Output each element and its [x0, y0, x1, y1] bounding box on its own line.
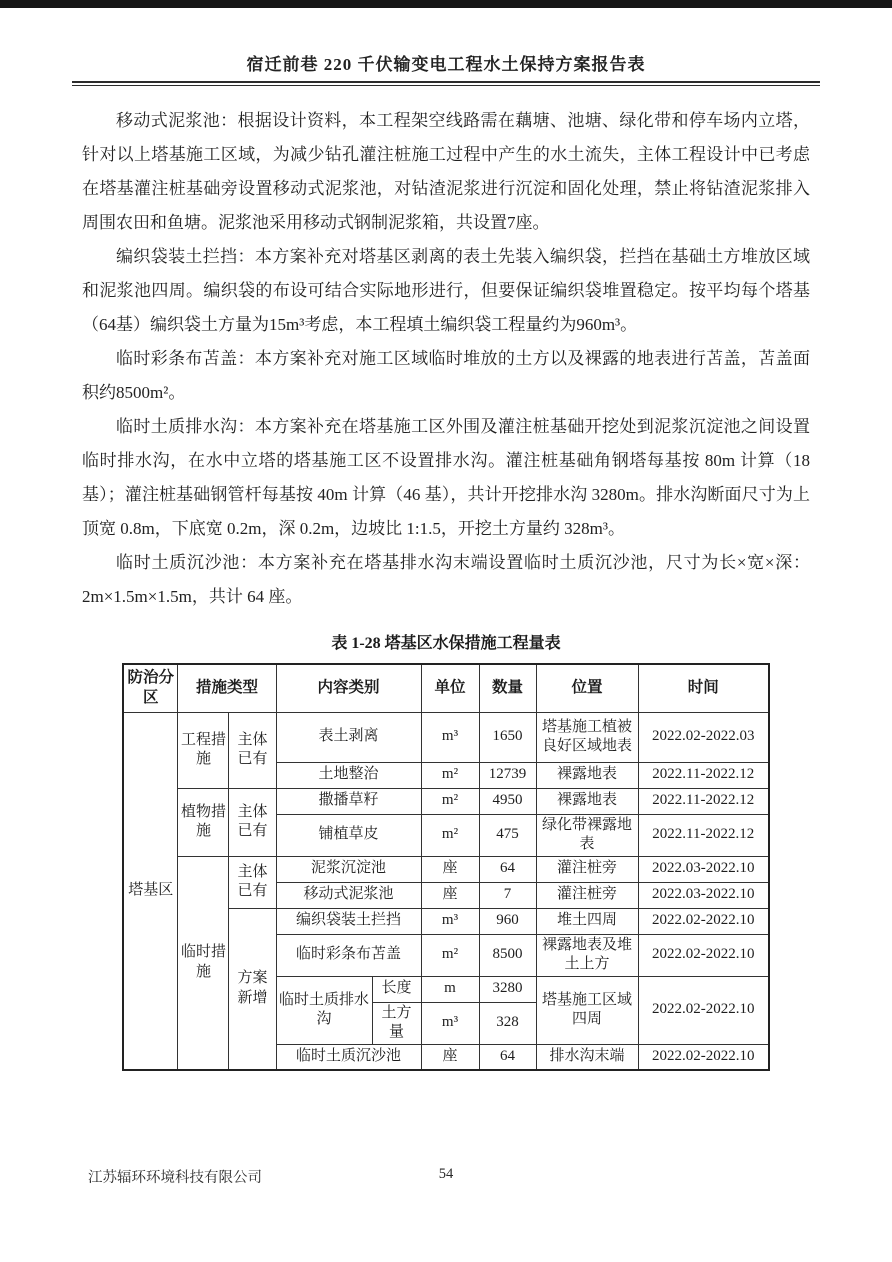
- col-header-content: 内容类别: [276, 664, 421, 712]
- paragraph-tarp-cover: 临时彩条布苫盖：本方案补充对施工区域临时堆放的土方以及裸露的地表进行苫盖，苫盖面积约8500m²。: [82, 349, 810, 402]
- cell-unit: m²: [421, 814, 479, 856]
- cell-group-engineering: 工程措施: [178, 712, 229, 788]
- paragraph-drainage-ditch: 临时土质排水沟：本方案补充在塔基施工区外围及灌注桩基础开挖处到泥浆沉淀池之间设置临时排水沟，在水中立塔的塔基施工区不设置排水沟。灌注桩基础角钢塔每基按 80m 计算（18 基）；灌注桩基础钢管杆每基按 40m 计算（46 基），共计开挖排水沟 3280m。排水沟断面尺寸为上顶宽 0.8m，下底宽 0.2m，深 0.2m，边坡比 1:1.5，开挖土方量约 328m³。: [82, 417, 810, 538]
- cell-status-existing: 主体已有: [229, 712, 276, 788]
- cell-zone: 塔基区: [123, 712, 178, 1070]
- cell-unit: 座: [421, 882, 479, 908]
- cell-time: 2022.11-2022.12: [638, 788, 769, 814]
- cell-time: 2022.03-2022.10: [638, 882, 769, 908]
- cell-unit: m³: [421, 908, 479, 934]
- cell-quantity: 64: [479, 856, 536, 882]
- table-row: [123, 712, 769, 762]
- cell-quantity: 12739: [479, 762, 536, 788]
- cell-quantity: 8500: [479, 934, 536, 976]
- cell-content: 泥浆沉淀池: [276, 856, 421, 882]
- measures-table: [122, 663, 770, 1071]
- table-header-row: [123, 664, 769, 712]
- cell-status-existing: 主体已有: [229, 788, 276, 856]
- cell-time: 2022.02-2022.10: [638, 934, 769, 976]
- cell-unit: 座: [421, 856, 479, 882]
- table-row: [123, 788, 769, 814]
- cell-location: 绿化带裸露地表: [536, 814, 638, 856]
- cell-status-new: 方案新增: [229, 908, 276, 1070]
- cell-content: 表土剥离: [276, 712, 421, 762]
- cell-location: 裸露地表: [536, 762, 638, 788]
- cell-group-plant: 植物措施: [178, 788, 229, 856]
- cell-quantity: 475: [479, 814, 536, 856]
- col-header-time: 时间: [638, 664, 769, 712]
- cell-content: 临时彩条布苫盖: [276, 934, 421, 976]
- cell-quantity: 328: [479, 1002, 536, 1044]
- scan-edge-bar: [0, 0, 892, 8]
- cell-unit: m²: [421, 934, 479, 976]
- cell-location: 灌注桩旁: [536, 882, 638, 908]
- table-title: 表 1-28 塔基区水保措施工程量表: [331, 635, 561, 652]
- col-header-location: 位置: [536, 664, 638, 712]
- footer-company: 江苏辐环环境科技有限公司: [88, 1170, 262, 1186]
- paragraph-mud-pit: 移动式泥浆池：根据设计资料，本工程架空线路需在藕塘、池塘、绿化带和停车场内立塔，针对以上塔基施工区域，为减少钻孔灌注桩施工过程中产生的水土流失，主体工程设计中已考虑在塔基灌注桩基础旁设置移动式泥浆池，对钻渣泥浆进行沉淀和固化处理，禁止将钻渣泥浆排入周围农田和鱼塘。泥浆池采用移动式钢制泥浆箱，共设置7座。: [82, 111, 810, 232]
- col-header-unit: 单位: [421, 664, 479, 712]
- header-double-rule: [72, 81, 820, 86]
- cell-time: 2022.11-2022.12: [638, 762, 769, 788]
- cell-content: 长度: [372, 976, 421, 1002]
- cell-status-existing: 主体已有: [229, 856, 276, 908]
- cell-quantity: 1650: [479, 712, 536, 762]
- cell-quantity: 64: [479, 1044, 536, 1070]
- body-content: [82, 104, 810, 614]
- cell-quantity: 3280: [479, 976, 536, 1002]
- paragraph-sediment-pool: 临时土质沉沙池：本方案补充在塔基排水沟末端设置临时土质沉沙池，尺寸为长×宽×深：2m×1.5m×1.5m，共计 64 座。: [82, 553, 810, 606]
- cell-content: 撒播草籽: [276, 788, 421, 814]
- paragraph-sandbag-barrier: 编织袋装土拦挡：本方案补充对塔基区剥离的表土先装入编织袋，拦挡在基础土方堆放区域和泥浆池四周。编织袋的布设可结合实际地形进行，但要保证编织袋堆置稳定。按平均每个塔基（64基）编织袋土方量为15m³考虑，本工程填土编织袋工程量约为960m³。: [82, 247, 810, 334]
- cell-location: 裸露地表: [536, 788, 638, 814]
- cell-content: 编织袋装土拦挡: [276, 908, 421, 934]
- cell-unit: m³: [421, 712, 479, 762]
- col-header-measure-type: 措施类型: [178, 664, 276, 712]
- cell-unit: m: [421, 976, 479, 1002]
- cell-content: 土方量: [372, 1002, 421, 1044]
- cell-content: 土地整治: [276, 762, 421, 788]
- cell-location: 塔基施工区域四周: [536, 976, 638, 1044]
- cell-content: 铺植草皮: [276, 814, 421, 856]
- col-header-quantity: 数量: [479, 664, 536, 712]
- cell-content: 临时土质沉沙池: [276, 1044, 421, 1070]
- col-header-zone: 防治分区: [123, 664, 178, 712]
- cell-unit: m²: [421, 788, 479, 814]
- cell-drainage-name: 临时土质排水沟: [276, 976, 372, 1044]
- cell-time: 2022.02-2022.10: [638, 976, 769, 1044]
- cell-content: 移动式泥浆池: [276, 882, 421, 908]
- cell-location: 排水沟末端: [536, 1044, 638, 1070]
- cell-quantity: 7: [479, 882, 536, 908]
- cell-location: 灌注桩旁: [536, 856, 638, 882]
- cell-unit: m²: [421, 762, 479, 788]
- cell-time: 2022.02-2022.03: [638, 712, 769, 762]
- cell-location: 塔基施工植被良好区域地表: [536, 712, 638, 762]
- cell-unit: 座: [421, 1044, 479, 1070]
- cell-time: 2022.02-2022.10: [638, 908, 769, 934]
- document-header-title: 宿迁前巷 220 千伏输变电工程水土保持方案报告表: [246, 55, 646, 74]
- cell-quantity: 960: [479, 908, 536, 934]
- cell-time: 2022.03-2022.10: [638, 856, 769, 882]
- cell-quantity: 4950: [479, 788, 536, 814]
- cell-time: 2022.02-2022.10: [638, 1044, 769, 1070]
- table-row: [123, 856, 769, 882]
- cell-time: 2022.11-2022.12: [638, 814, 769, 856]
- cell-unit: m³: [421, 1002, 479, 1044]
- document-page: [0, 8, 892, 1071]
- cell-group-temporary: 临时措施: [178, 856, 229, 1070]
- cell-location: 堆土四周: [536, 908, 638, 934]
- cell-location: 裸露地表及堆土上方: [536, 934, 638, 976]
- page-number: 54: [438, 1166, 454, 1182]
- page-header: [0, 50, 892, 86]
